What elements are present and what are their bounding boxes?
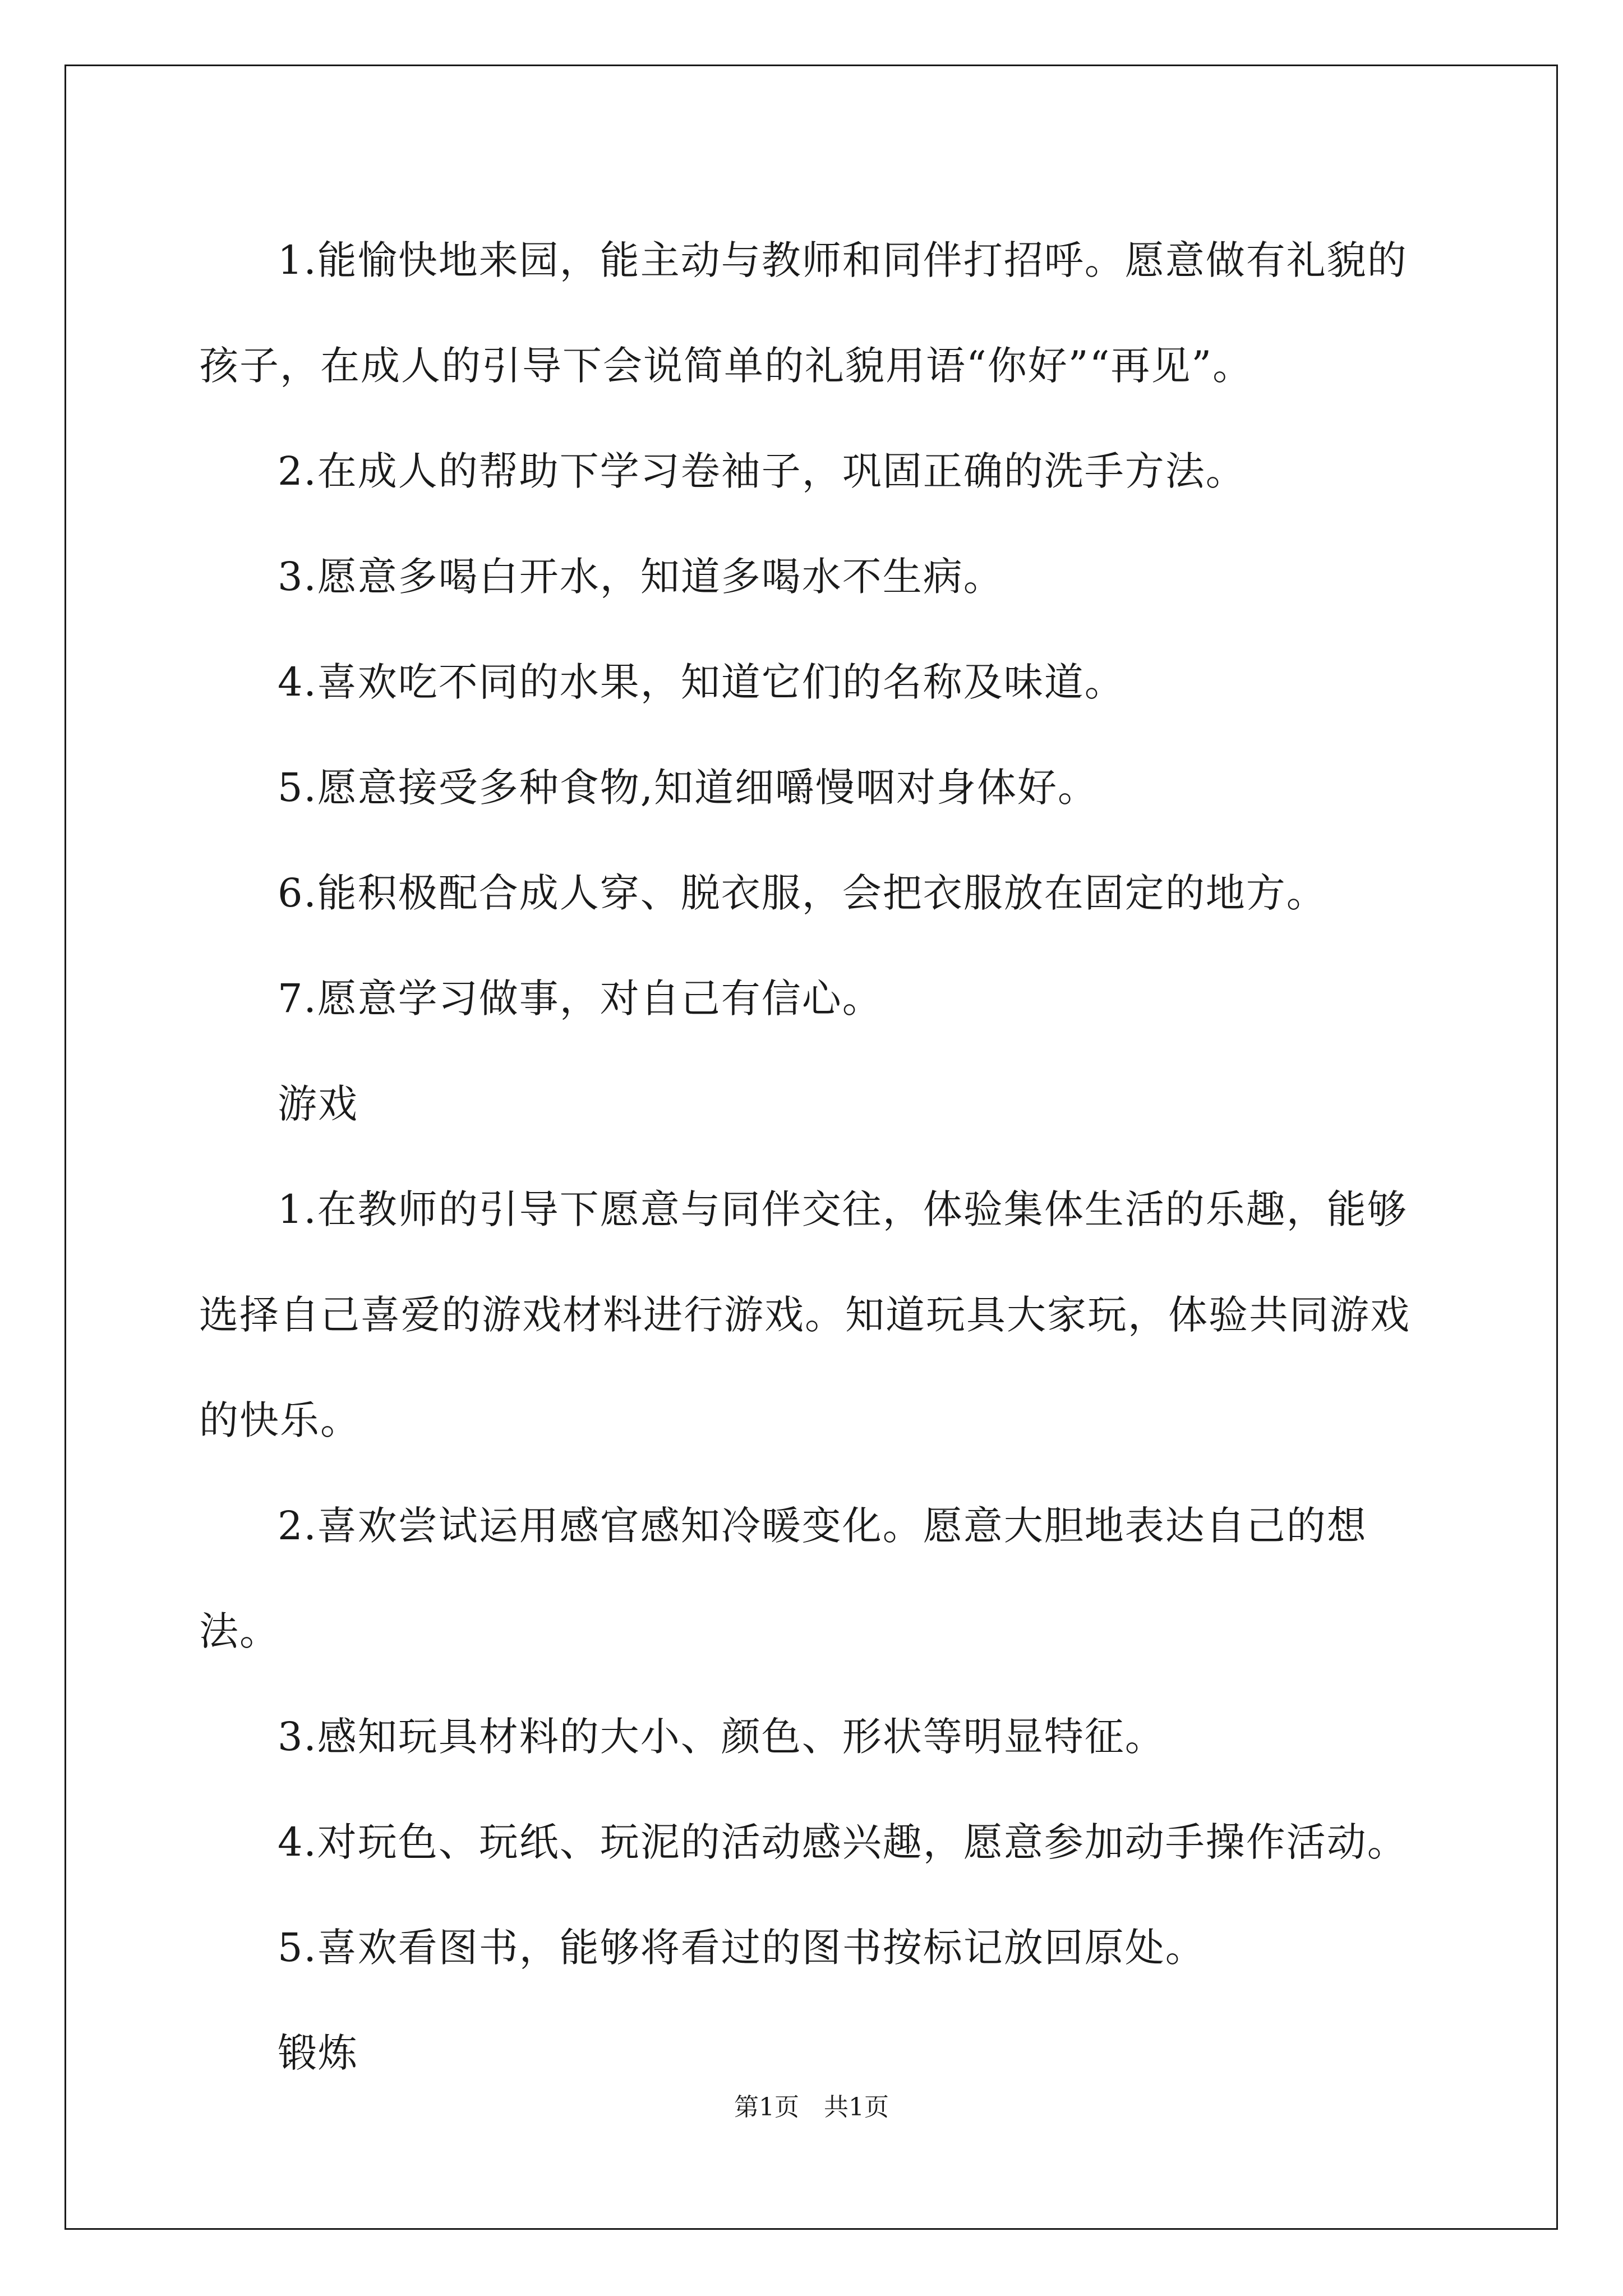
paragraph-6: 6.能积极配合成人穿、脱衣服，会把衣服放在固定的地方。 [278, 870, 1327, 916]
page-footer: 第1页 共1页 [734, 2093, 889, 2122]
paragraph-8: 1.在教师的引导下愿意与同伴交往，体验集体生活的乐趣，能够选择自己喜爱的游戏材料进行游戏。知道玩具大家玩，体验共同游戏的快乐。 [199, 1186, 1410, 1443]
paragraph-4: 4.喜欢吃不同的水果，知道它们的名称及味道。 [278, 659, 1125, 705]
paragraph-7: 7.愿意学习做事，对自己有信心。 [278, 976, 883, 1022]
document-body [199, 208, 1433, 2106]
section-heading-games: 游戏 [278, 1081, 358, 1127]
paragraph-2: 2.在成人的帮助下学习卷袖子，巩固正确的洗手方法。 [278, 448, 1246, 494]
paragraph-1: 1.能愉快地来园，能主动与教师和同伴打招呼。愿意做有礼貌的孩子，在成人的引导下会说简单的礼貌用语“你好”“再见”。 [199, 237, 1408, 389]
paragraph-10: 3.感知玩具材料的大小、颜色、形状等明显特征。 [278, 1714, 1165, 1760]
paragraph-11: 4.对玩色、玩纸、玩泥的活动感兴趣，愿意参加动手操作活动。 [278, 1819, 1408, 1865]
section-heading-exercise: 锻炼 [278, 2030, 358, 2076]
paragraph-3: 3.愿意多喝白开水，知道多喝水不生病。 [278, 554, 1004, 600]
paragraph-5: 5.愿意接受多种食物,知道细嚼慢咽对身体好。 [278, 765, 1099, 811]
paragraph-12: 5.喜欢看图书，能够将看过的图书按标记放回原处。 [278, 1925, 1206, 1971]
paragraph-9: 2.喜欢尝试运用感官感知冷暖变化。愿意大胆地表达自己的想法。 [199, 1503, 1367, 1654]
